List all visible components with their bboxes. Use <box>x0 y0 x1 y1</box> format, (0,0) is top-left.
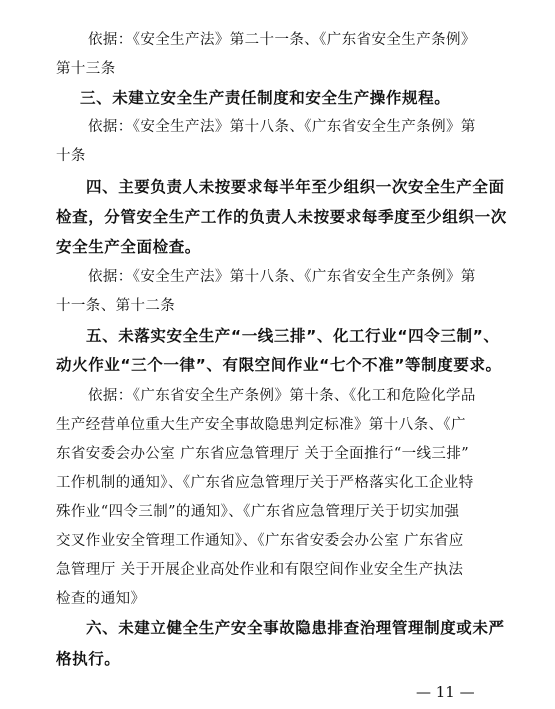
basis-line: 生产经营单位重大生产安全事故隐患判定标准》第十八条、《广 <box>56 417 466 433</box>
basis-line: 工作机制的通知》、《广东省应急管理厅关于严格落实化工企业特 <box>56 475 474 491</box>
section-heading-5: 五、未落实安全生产“一线三排”、化工行业“四令三制”、 <box>86 327 500 345</box>
basis-line: 急管理厅 关于开展企业高处作业和有限空间作业安全生产执法 <box>56 562 464 578</box>
section-heading-5-cont: 动火作业“三个一律”、有限空间作业“七个不准”等制度要求。 <box>56 356 502 374</box>
basis-line: 交叉作业安全管理工作通知》、《广东省安委会办公室 广东省应 <box>56 533 464 549</box>
basis-line: 检查的通知》 <box>56 591 146 607</box>
section-heading-6: 六、未建立健全生产安全事故隐患排查治理管理制度或未严 <box>86 619 505 637</box>
basis-line: 东省安委会办公室 广东省应急管理厅 关于全面推行“一线三排” <box>56 446 470 462</box>
basis-line: 殊作业“四令三制”的通知》、《广东省应急管理厅关于切实加强 <box>56 504 460 520</box>
section-heading-3: 三、未建立安全生产责任制度和安全生产操作规程。 <box>80 89 451 107</box>
basis-line: 依据：《安全生产法》第十八条、《广东省安全生产条例》第 <box>88 269 476 285</box>
basis-line: 第十三条 <box>56 61 116 77</box>
basis-line: 依据：《安全生产法》第十八条、《广东省安全生产条例》第 <box>88 119 476 135</box>
page-number: — 11 — <box>416 683 475 701</box>
section-heading-4-cont: 安全生产全面检查。 <box>56 238 201 256</box>
section-heading-6-cont: 格执行。 <box>56 650 121 668</box>
section-heading-4-cont: 检查，分管安全生产工作的负责人未按要求每季度至少组织一次 <box>56 208 507 226</box>
basis-line: 十一条、第十二条 <box>56 298 176 314</box>
basis-line: 十条 <box>56 148 86 164</box>
basis-line: 依据：《安全生产法》第二十一条、《广东省安全生产条例》 <box>88 32 476 48</box>
section-heading-4: 四、主要负责人未按要求每半年至少组织一次安全生产全面 <box>86 178 505 196</box>
basis-line: 依据：《广东省安全生产条例》第十条、《化工和危险化学品 <box>88 388 476 404</box>
